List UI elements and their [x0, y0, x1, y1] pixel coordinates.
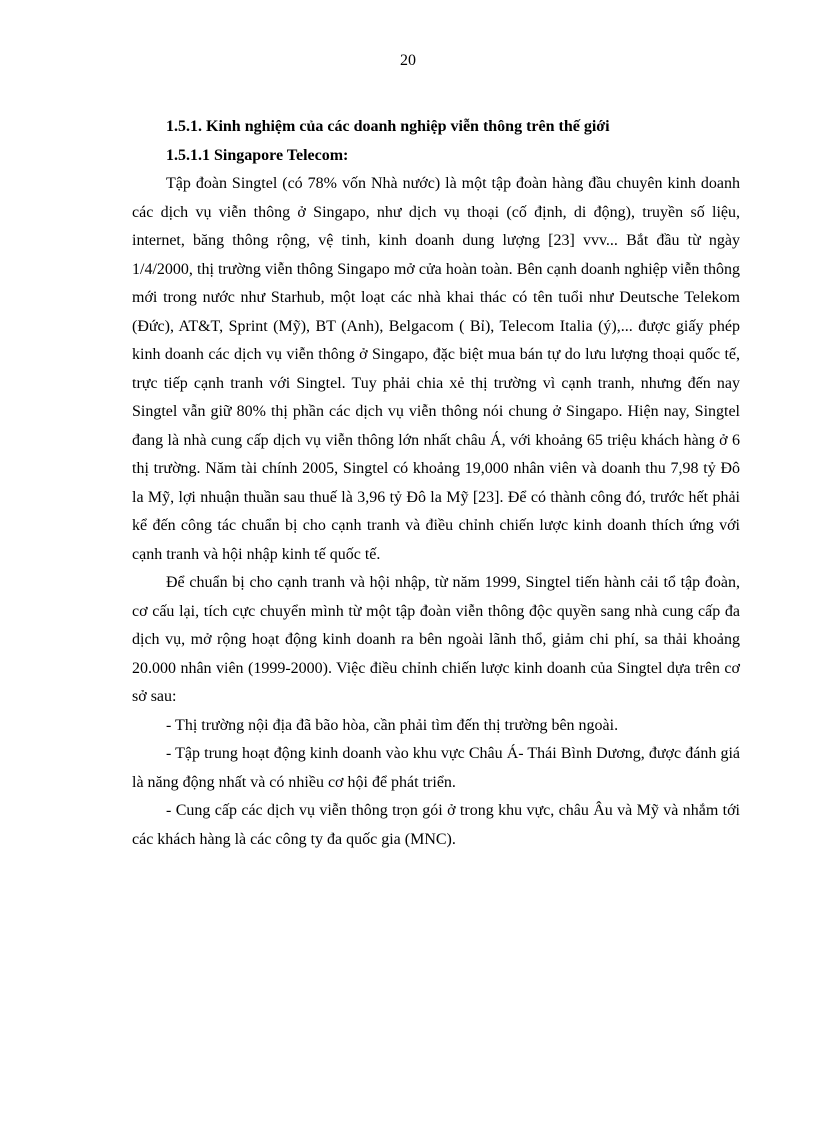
bullet-item-bundled-services: - Cung cấp các dịch vụ viễn thông trọn gói ở trong khu vực, châu Âu và Mỹ và nhắm tới các khách hàng là các công ty đa quốc gia (MNC).: [132, 802, 740, 848]
section-heading: 1.5.1. Kinh nghiệm của các doanh nghiệp viễn thông trên thế giới: [166, 118, 610, 135]
subsection-heading: 1.5.1.1 Singapore Telecom:: [166, 146, 349, 164]
paragraph-singtel-restructuring: Để chuẩn bị cho cạnh tranh và hội nhập, từ năm 1999, Singtel tiến hành cải tổ tập đoàn, cơ cấu lại, tích cực chuyển mình từ một tập đoàn viễn thông độc quyền sang nhà cung cấp đa dịch vụ, mở rộng hoạt động kinh doanh ra bên ngoài lãnh thổ, giảm chi phí, sa thải khoảng 20.000 nhân viên (1999-2000). Việc điều chỉnh chiến lược kinh doanh của Singtel dựa trên cơ sở sau:: [132, 574, 740, 705]
bullet-item-asia-pacific-focus: - Tập trung hoạt động kinh doanh vào khu vực Châu Á- Thái Bình Dương, được đánh giá là năng động nhất và có nhiều cơ hội để phát triển.: [132, 745, 740, 791]
paragraph-singtel-overview: Tập đoàn Singtel (có 78% vốn Nhà nước) là một tập đoàn hàng đầu chuyên kinh doanh các dịch vụ viễn thông ở Singapo, như dịch vụ thoại (cố định, di động), truyền số liệu, internet, băng thông rộng, vệ tinh, kinh doanh dung lượng [23] vvv... Bắt đầu từ ngày 1/4/2000, thị trường viễn thông Singapo mở cửa hoàn toàn. Bên cạnh doanh nghiệp viễn thông mới trong nước như Starhub, một loạt các nhà khai thác có tên tuổi như Deutsche Telekom (Đức), AT&T, Sprint (Mỹ), BT (Anh), Belgacom ( Bỉ), Telecom Italia (ý),... được giấy phép kinh doanh các dịch vụ viễn thông ở Singapo, đặc biệt mua bán tự do lưu lượng thoại quốc tế, trực tiếp cạnh tranh với Singtel. Tuy phải chia xẻ thị trường vì cạnh tranh, nhưng đến nay Singtel vẫn giữ 80% thị phần các dịch vụ viễn thông nói chung ở Singapo. Hiện nay, Singtel đang là nhà cung cấp dịch vụ viễn thông lớn nhất châu Á, với khoảng 65 triệu khách hàng ở 6 thị trường. Năm tài chính 2005, Singtel có khoảng 19,000 nhân viên và doanh thu 7,98 tỷ Đô la Mỹ, lợi nhuận thuần sau thuế là 3,96 tỷ Đô la Mỹ [23]. Để có thành công đó, trước hết phải kể đến công tác chuẩn bị cho cạnh tranh và điều chỉnh chiến lược kinh doanh thích ứng với cạnh tranh và hội nhập kinh tế quốc tế.: [132, 175, 740, 563]
bullet-item-domestic-market: - Thị trường nội địa đã bão hòa, cần phải tìm đến thị trường bên ngoài.: [166, 716, 619, 734]
page-number: 20: [400, 52, 416, 69]
document-body: [132, 113, 740, 854]
